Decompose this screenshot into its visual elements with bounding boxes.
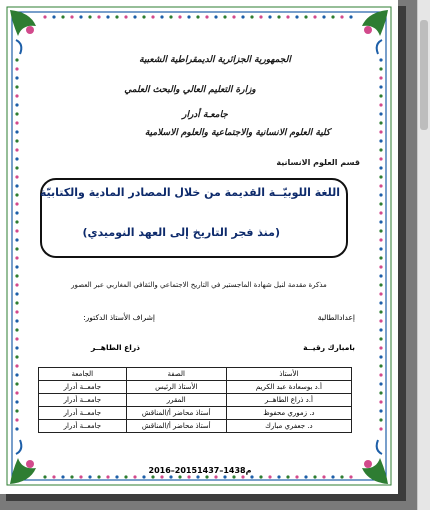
border-dot xyxy=(379,373,382,376)
border-dot xyxy=(15,373,18,376)
border-dot xyxy=(15,184,18,187)
border-dot xyxy=(15,139,18,142)
border-dot xyxy=(379,256,382,259)
border-dot xyxy=(379,382,382,385)
border-dot xyxy=(196,475,199,478)
border-dot xyxy=(79,475,82,478)
border-dot xyxy=(379,418,382,421)
border-dot xyxy=(61,475,64,478)
border-dot xyxy=(52,15,55,18)
border-dot xyxy=(331,15,334,18)
border-dot xyxy=(15,400,18,403)
border-dot xyxy=(97,475,100,478)
border-dot xyxy=(322,15,325,18)
border-dot xyxy=(340,475,343,478)
corner-ornament-top-left xyxy=(10,10,36,54)
border-dot xyxy=(268,15,271,18)
border-dot xyxy=(43,15,46,18)
border-dot xyxy=(15,247,18,250)
cell-role: أستاذ محاضر أ/المناقش xyxy=(126,420,226,433)
border-dot xyxy=(52,475,55,478)
border-dot xyxy=(15,148,18,151)
border-dot xyxy=(151,15,154,18)
border-dot xyxy=(142,15,145,18)
border-dot xyxy=(349,475,352,478)
border-dot xyxy=(15,67,18,70)
border-dot xyxy=(304,475,307,478)
border-dot xyxy=(160,475,163,478)
supervisor-name: ذراع الطاهــر xyxy=(91,343,140,352)
border-dot xyxy=(340,15,343,18)
department-heading: قسم العلوم الانسانية xyxy=(276,158,360,167)
prepared-by-label: إعدادالطالبة xyxy=(317,313,355,322)
border-dot xyxy=(151,475,154,478)
border-dot xyxy=(15,409,18,412)
border-dot xyxy=(379,103,382,106)
border-dot xyxy=(379,409,382,412)
border-dot xyxy=(379,328,382,331)
border-dot xyxy=(196,15,199,18)
border-dot xyxy=(106,15,109,18)
faculty-heading: كلية العلوم الانسانية والاجتماعية والعلوم الاسلامية xyxy=(144,128,331,138)
border-dot xyxy=(15,427,18,430)
table-row xyxy=(39,407,352,420)
cell-role: المقرر xyxy=(126,394,226,407)
border-dot xyxy=(15,382,18,385)
border-dot xyxy=(142,475,145,478)
border-dot xyxy=(15,202,18,205)
border-dot xyxy=(277,15,280,18)
border-dot xyxy=(379,247,382,250)
ministry-heading: وزارة التعليم العالي والبحث العلمي xyxy=(124,85,256,95)
border-dot xyxy=(15,130,18,133)
border-dot xyxy=(379,355,382,358)
border-dot xyxy=(379,427,382,430)
border-dot xyxy=(115,475,118,478)
border-dot xyxy=(379,310,382,313)
cell-professor: أ.د ذراع الطاهــر xyxy=(226,394,351,407)
border-dot xyxy=(15,175,18,178)
border-dot xyxy=(331,475,334,478)
border-dot xyxy=(15,94,18,97)
committee-header-row xyxy=(39,368,352,381)
border-dot xyxy=(15,193,18,196)
border-dot xyxy=(61,15,64,18)
border-dot xyxy=(115,15,118,18)
border-dot xyxy=(379,58,382,61)
border-dot xyxy=(349,15,352,18)
border-dot xyxy=(15,391,18,394)
border-dot xyxy=(79,15,82,18)
page-shadow-bottom xyxy=(6,494,406,501)
border-dot xyxy=(250,15,253,18)
border-dot xyxy=(15,220,18,223)
border-dot xyxy=(15,355,18,358)
border-dot xyxy=(379,85,382,88)
border-dot xyxy=(379,319,382,322)
thesis-title-line1: اللغة اللوبيّــة القديمة من خلال المصادر المادية والكتابيّة xyxy=(39,186,340,199)
border-dot xyxy=(214,475,217,478)
border-dot xyxy=(15,112,18,115)
border-dot xyxy=(124,475,127,478)
border-dot xyxy=(223,475,226,478)
border-dot xyxy=(97,15,100,18)
border-dot xyxy=(379,229,382,232)
cell-role: الأستاذ الرئيس xyxy=(126,381,226,394)
border-dot xyxy=(268,475,271,478)
cell-university: جامعــة أدرار xyxy=(39,407,127,420)
border-dot xyxy=(304,15,307,18)
border-dot xyxy=(15,211,18,214)
border-dot xyxy=(169,475,172,478)
border-dot xyxy=(15,292,18,295)
table-row xyxy=(39,394,352,407)
cell-university: جامعــة أدرار xyxy=(39,381,127,394)
border-dot xyxy=(379,202,382,205)
cell-university: جامعــة أدرار xyxy=(39,420,127,433)
border-dot xyxy=(313,15,316,18)
border-dot xyxy=(15,328,18,331)
border-dot xyxy=(259,475,262,478)
cell-professor: د. زموري محفوظ xyxy=(226,407,351,420)
border-dot xyxy=(241,475,244,478)
border-dot xyxy=(277,475,280,478)
border-dot xyxy=(15,364,18,367)
border-dot xyxy=(15,265,18,268)
border-dot xyxy=(205,15,208,18)
committee-table xyxy=(38,367,352,433)
border-dot xyxy=(259,15,262,18)
border-dot xyxy=(379,184,382,187)
border-dot xyxy=(15,283,18,286)
border-dot xyxy=(43,475,46,478)
border-dot xyxy=(232,475,235,478)
border-dot xyxy=(187,15,190,18)
border-dot xyxy=(379,157,382,160)
border-dot xyxy=(169,15,172,18)
cell-university: جامعــة أدرار xyxy=(39,394,127,407)
border-dot xyxy=(88,475,91,478)
border-dot xyxy=(379,175,382,178)
border-dot xyxy=(379,265,382,268)
border-dot xyxy=(241,15,244,18)
page-shadow-right xyxy=(398,6,406,500)
border-dot xyxy=(379,400,382,403)
border-dot xyxy=(15,238,18,241)
border-dot xyxy=(379,238,382,241)
border-dot xyxy=(15,301,18,304)
border-dot xyxy=(379,292,382,295)
memo-statement: مذكرة مقدمة لنيل شهادة الماجستير في التاريخ الاجتماعي والثقافي المغاربي عبر العصور xyxy=(71,281,327,289)
border-dot xyxy=(379,121,382,124)
border-dot xyxy=(313,475,316,478)
border-dot xyxy=(70,15,73,18)
border-dot xyxy=(379,139,382,142)
cell-professor: د. جعفري مبارك xyxy=(226,420,351,433)
cell-professor: أ.د بوسعادة عبد الكريم xyxy=(226,381,351,394)
border-dot xyxy=(15,310,18,313)
university-heading: جامعـة أدرار xyxy=(182,110,228,120)
scrollbar-thumb[interactable] xyxy=(420,20,428,130)
header-university: الجامعة xyxy=(39,368,127,381)
border-dot xyxy=(15,166,18,169)
border-dot xyxy=(15,346,18,349)
thesis-title-line2: (منذ فجر التاريخ إلى العهد النوميدي) xyxy=(82,226,280,239)
border-dot xyxy=(214,15,217,18)
border-dot xyxy=(322,475,325,478)
border-dot xyxy=(295,475,298,478)
border-dot xyxy=(379,346,382,349)
border-dot xyxy=(133,15,136,18)
border-dot xyxy=(286,15,289,18)
border-dot xyxy=(15,256,18,259)
border-dot xyxy=(286,475,289,478)
border-dot xyxy=(88,15,91,18)
border-dot xyxy=(106,475,109,478)
border-dot xyxy=(223,15,226,18)
border-dot xyxy=(379,193,382,196)
border-dot xyxy=(160,15,163,18)
border-dot xyxy=(15,274,18,277)
border-dot xyxy=(205,475,208,478)
border-dot xyxy=(187,475,190,478)
supervisor-label: إشراف الأستاذ الدكتور: xyxy=(83,313,155,322)
border-dot xyxy=(15,58,18,61)
border-dot xyxy=(15,319,18,322)
border-dot xyxy=(15,85,18,88)
border-dot xyxy=(232,15,235,18)
header-role: الصفة xyxy=(126,368,226,381)
border-dot xyxy=(379,301,382,304)
corner-ornament-top-right xyxy=(362,10,388,54)
border-dot xyxy=(379,283,382,286)
border-dot xyxy=(379,94,382,97)
border-dot xyxy=(15,103,18,106)
vertical-scrollbar[interactable] xyxy=(417,0,430,510)
border-dot xyxy=(379,112,382,115)
border-dot xyxy=(124,15,127,18)
cell-role: أستاذ محاضر أ/المناقش xyxy=(126,407,226,420)
border-dot xyxy=(15,121,18,124)
border-dot xyxy=(178,15,181,18)
republic-heading: الجمهورية الجزائرية الديمقراطية الشعبية xyxy=(139,55,291,65)
border-dot xyxy=(15,337,18,340)
corner-ornament-bottom-right xyxy=(362,440,388,484)
border-dot xyxy=(379,274,382,277)
border-dot xyxy=(379,337,382,340)
border-dot xyxy=(379,364,382,367)
border-dot xyxy=(15,157,18,160)
header-professor: الأستاذ xyxy=(226,368,351,381)
border-dot xyxy=(379,130,382,133)
border-dot xyxy=(15,76,18,79)
border-dot xyxy=(379,211,382,214)
border-dot xyxy=(379,67,382,70)
border-dot xyxy=(379,166,382,169)
border-dot xyxy=(295,15,298,18)
border-dot xyxy=(379,148,382,151)
border-dot xyxy=(70,475,73,478)
border-dot xyxy=(133,475,136,478)
border-dot xyxy=(379,391,382,394)
corner-ornament-bottom-left xyxy=(10,440,36,484)
border-dot xyxy=(379,220,382,223)
table-row xyxy=(39,420,352,433)
border-dot xyxy=(15,418,18,421)
student-name: بامبارك رقيــة xyxy=(303,343,355,352)
academic-year: 2016–2015م1438–1437 xyxy=(148,466,252,475)
table-row xyxy=(39,381,352,394)
border-dot xyxy=(250,475,253,478)
border-dot xyxy=(15,229,18,232)
border-dot xyxy=(379,76,382,79)
border-dot xyxy=(178,475,181,478)
